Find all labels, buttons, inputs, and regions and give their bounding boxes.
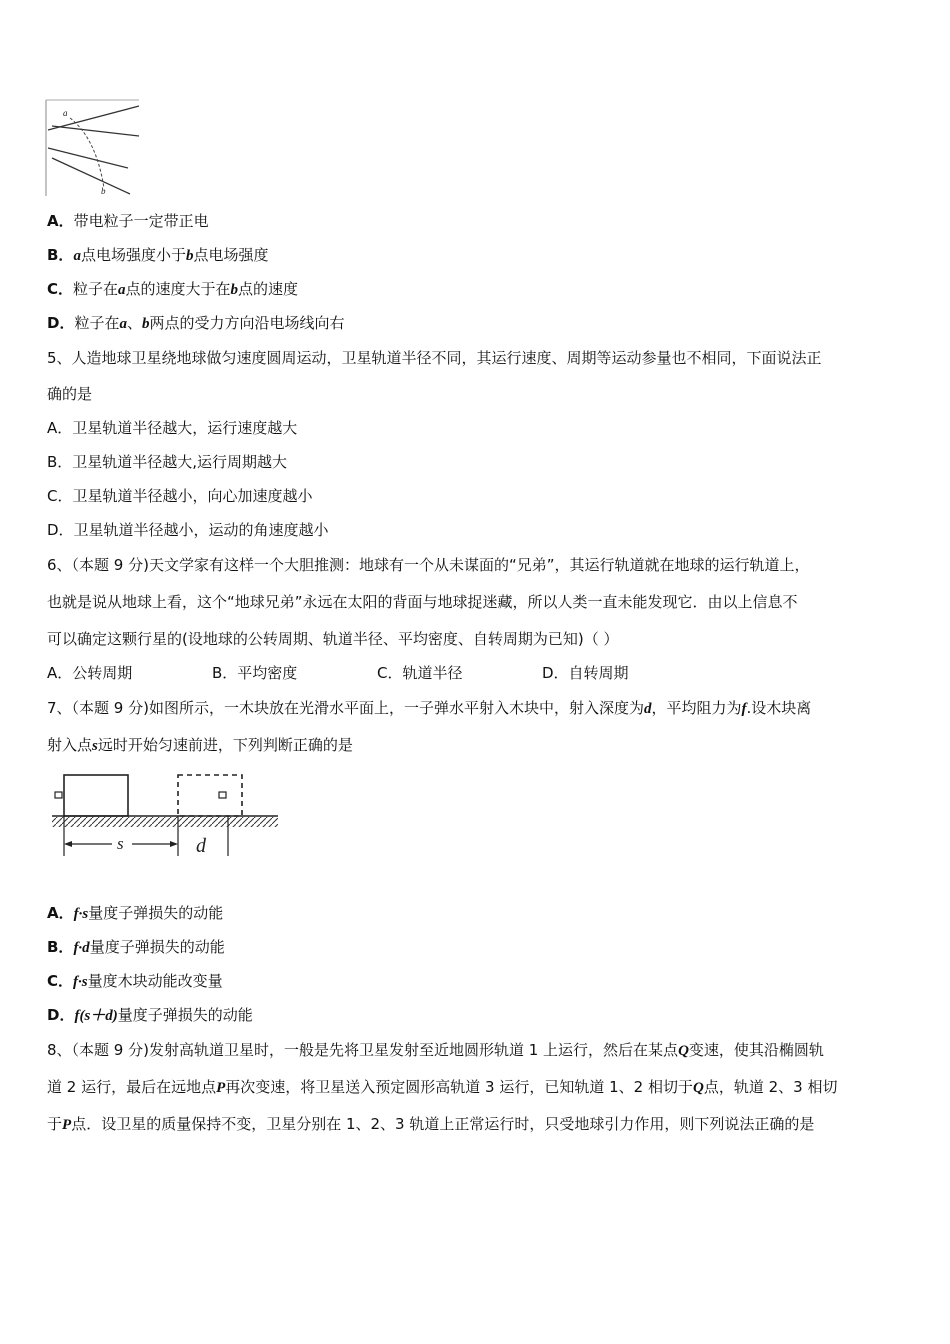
distance-s-label: s: [117, 834, 124, 853]
q6-option-a: A．公转周期: [47, 664, 133, 682]
q5-option-d: D．卫星轨道半径越小，运动的角速度越小: [47, 521, 329, 539]
q5-option-b: B．卫星轨道半径越大,运行周期越大: [47, 453, 288, 471]
q6-option-d: D．自转周期: [542, 664, 629, 682]
q8-stem-line1: 8、（本题 9 分)发射高轨道卫星时，一般是先将卫星发射至近地圆形轨道 1 上运行，然后在某点Q变速，使其沿椭圆轨: [47, 1041, 824, 1059]
q5-stem-line2: 确的是: [47, 385, 93, 403]
q7-option-a: A．f·s量度子弹损失的动能: [47, 904, 224, 922]
q5-stem-line1: 5、人造地球卫星绕地球做匀速度圆周运动，卫星轨道半径不同，其运行速度、周期等运动参量也不相同，下面说法正: [47, 349, 822, 367]
q7-option-d: D．f(s＋d)量度子弹损失的动能: [47, 1006, 253, 1024]
depth-d-label: d: [196, 835, 206, 857]
point-b-label: b: [101, 186, 106, 196]
field-lines-figure: [44, 98, 142, 198]
q6-options: [47, 663, 629, 683]
q6-stem-line3: 可以确定这颗行星的(设地球的公转周期、轨道半径、平均密度、自转周期为已知)（ ）: [47, 630, 619, 648]
q8-stem-line3: 于P点．设卫星的质量保持不变，卫星分别在 1、2、3 轨道上正常运行时，只受地球引力作用，则下列说法正确的是: [47, 1115, 815, 1133]
q6-stem-line1: 6、（本题 9 分)天文学家有这样一个大胆推测：地球有一个从未谋面的“兄弟”，其运行轨道就在地球的运行轨道上，: [47, 556, 810, 574]
q4-option-c: C．粒子在a点的速度大于在b点的速度: [47, 280, 299, 298]
q8-stem-line2: 道 2 运行，最后在远地点P再次变速，将卫星送入预定圆形高轨道 3 运行，已知轨道 1、2 相切于Q点，轨道 2、3 相切: [47, 1078, 838, 1096]
q4-option-b: B．a点电场强度小于b点电场强度: [47, 246, 269, 264]
q6-stem-line2: 也就是说从地球上看，这个“地球兄弟”永远在太阳的背面与地球捉迷藏，所以人类一直未能发现它．由以上信息不: [47, 593, 798, 611]
q7-option-c: C．f·s量度木块动能改变量: [47, 972, 223, 990]
bullet-block-figure: [50, 770, 282, 862]
q5-option-c: C．卫星轨道半径越小，向心加速度越小: [47, 487, 313, 505]
q5-option-a: A．卫星轨道半径越大，运行速度越大: [47, 419, 298, 437]
q7-option-b: B．f·d量度子弹损失的动能: [47, 938, 225, 956]
q7-stem-line1: 7、（本题 9 分)如图所示，一木块放在光滑水平面上，一子弹水平射入木块中，射入深度为d，平均阻力为f.设木块离: [47, 699, 812, 717]
point-a-label: a: [63, 108, 68, 118]
q4-option-d: D．粒子在a、b两点的受力方向沿电场线向右: [47, 314, 345, 332]
q6-option-c: C．轨道半径: [377, 664, 463, 682]
q6-option-b: B．平均密度: [212, 664, 298, 682]
q7-stem-line2: 射入点s远时开始匀速前进，下列判断正确的是: [47, 736, 353, 754]
q4-option-a: A．带电粒子一定带正电: [47, 212, 209, 230]
